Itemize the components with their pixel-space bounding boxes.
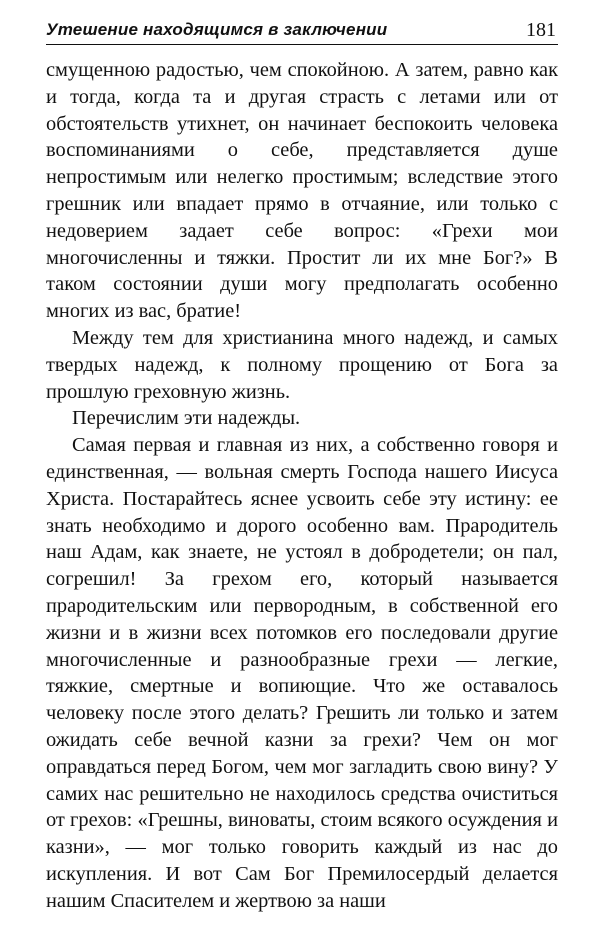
body-text (46, 57, 558, 915)
paragraph: Перечислим эти надежды. (72, 407, 301, 430)
book-page (46, 14, 558, 915)
page-number: 181 (526, 19, 556, 41)
paragraph: Между тем для христианина много надежд, и самых твердых надежд, к полному прощению от Бога за прошлую греховную жизнь. (46, 326, 558, 403)
paragraph-continuation: смущенною радостью, чем спокойною. А затем, равно как и тогда, когда та и другая страсть с летами или от обстоятельств утихнет, он начинает беспокоить человека воспоминаниями о себе, представляется душе непростимым или нелегко простимым; вследствие этого грешник или впадает прямо в отчаяние, или только с недоверием задает себе вопрос: «Грехи мои многочисленны и тяжки. Простит ли их мне Бог?» В таком состоянии души могу предполагать особенно многих из вас, братие! (46, 59, 558, 323)
running-head-title: Утешение находящимся в заключении (46, 20, 388, 39)
paragraph: Самая первая и главная из них, а собственно говоря и единственная, — вольная смерть Господа нашего Иисуса Христа. Постарайтесь яснее усвоить себе эту истину: ее знать необходимо и дорого особенно вам. Прародитель наш Адам, как знаете, не устоял в добродетели; он пал, согрешил! За грехом его, который называется прародительским или первородным, в собственной его жизни и в жизни всех потомков его последовали другие многочисленные и разнообразные грехи — легкие, тяжкие, смертные и вопиющие. Что же оставалось человеку после этого делать? Грешить ли только и затем ожидать себе вечной казни за грехи? Чем он мог оправдаться перед Богом, чем мог загладить свою вину? У самих нас решительно не находилось средства очиститься от грехов: «Грешны, виноваты, стоим всякого осуждения и казни», — мог только говорить каждый из нас до искупления. И вот Сам Бог Премилосердый делается нашим Спасителем и жертвою за наши (46, 434, 558, 912)
running-head (46, 14, 558, 45)
